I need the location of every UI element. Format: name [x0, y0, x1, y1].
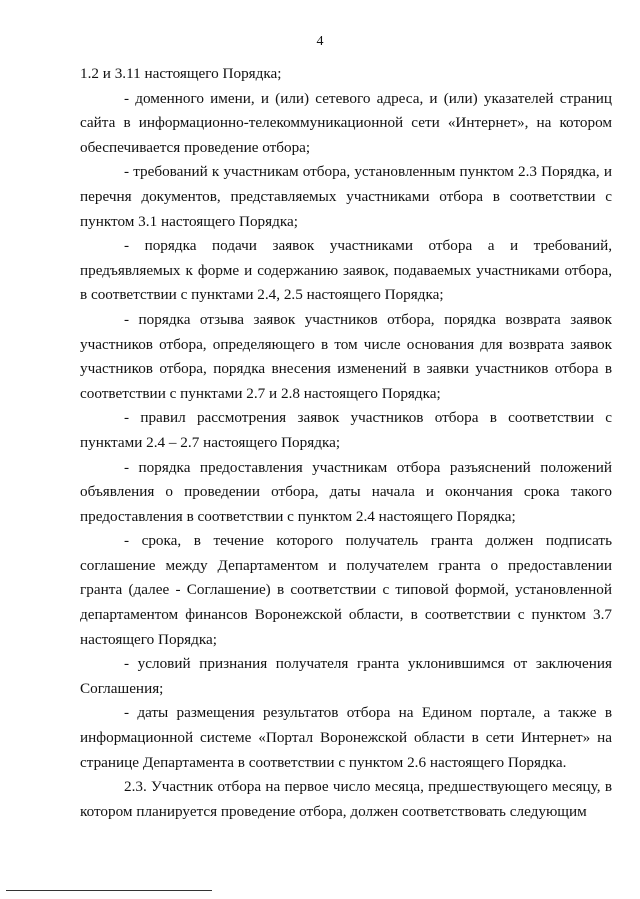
paragraph: - даты размещения результатов отбора на Едином портале, а также в информационной системе «Портал Воронежской области в сети Интернет» на странице Департамента в соответствии с пунктом 2.6 настоящего Порядка. [80, 704, 612, 771]
paragraph: - правил рассмотрения заявок участников отбора в соответствии с пунктами 2.4 – 2.7 настоящего Порядка; [80, 409, 612, 451]
paragraph: - порядка подачи заявок участниками отбора а и требований, предъявляемых к форме и содержанию заявок, подаваемых участниками отбора, в соответствии с пунктами 2.4, 2.5 настоящего Порядка; [80, 237, 612, 304]
paragraph: - порядка отзыва заявок участников отбора, порядка возврата заявок участников отбора, определяющего в том числе основания для возврата заявок участников отбора, порядка внесения изменений в заявки участников отбора в соответствии с пунктами 2.7 и 2.8 настоящего Порядка; [80, 310, 612, 402]
paragraph: - требований к участникам отбора, установленным пунктом 2.3 Порядка, и перечня документов, представляемых участниками отбора в соответствии с пунктом 3.1 настоящего Порядка; [80, 163, 612, 230]
paragraph: - порядка предоставления участникам отбора разъяснений положений объявления о проведении отбора, даты начала и окончания срока такого предоставления в соответствии с пунктом 2.4 настоящего Порядка; [80, 458, 612, 525]
document-body [80, 62, 612, 824]
paragraph: - условий признания получателя гранта уклонившимся от заключения Соглашения; [80, 655, 612, 697]
page-number: 4 [316, 34, 324, 49]
paragraph: - доменного имени, и (или) сетевого адреса, и (или) указателей страниц сайта в информационно-телекоммуникационной сети «Интернет», на котором обеспечивается проведение отбора; [80, 89, 612, 156]
paragraph: 1.2 и 3.11 настоящего Порядка; [80, 65, 282, 82]
paragraph: - срока, в течение которого получатель гранта должен подписать соглашение между Департаментом и получателем гранта о предоставлении гранта (далее - Соглашение) в соответствии с типовой формой, установленной департаментом финансов Воронежской области, в соответствии с пунктом 3.7 настоящего Порядка; [80, 532, 612, 648]
bottom-divider [6, 890, 212, 891]
paragraph: 2.3. Участник отбора на первое число месяца, предшествующего месяцу, в котором планируется проведение отбора, должен соответствовать следующим [80, 778, 612, 820]
